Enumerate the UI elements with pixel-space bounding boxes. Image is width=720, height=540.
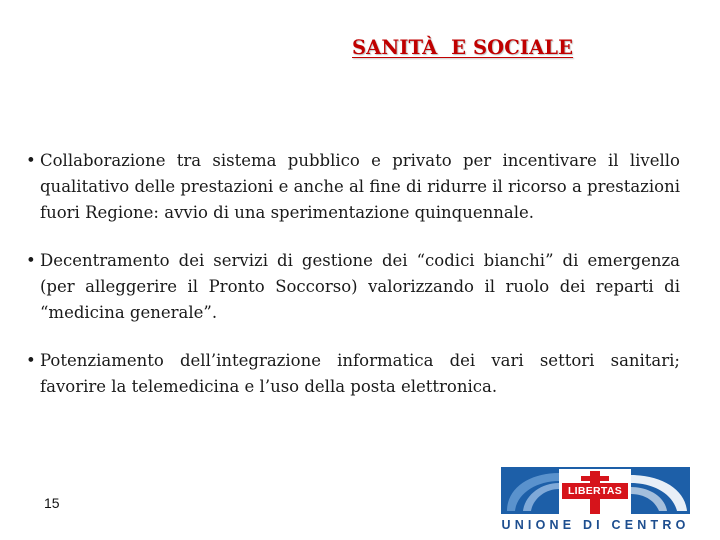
page-number: 15 bbox=[44, 495, 60, 511]
bullet-item bbox=[24, 248, 680, 326]
logo-banner bbox=[501, 467, 690, 514]
logo-party-name: UNIONE DI CENTRO bbox=[501, 514, 690, 537]
bullet-text: Decentramento dei servizi di gestione dei “codici bianchi” di emergenza (per alleggerire il Pronto Soccorso) valorizzando il ruolo dei reparti di “medicina generale”. bbox=[40, 251, 680, 322]
bullet-item bbox=[24, 148, 680, 226]
bullet-list bbox=[24, 148, 680, 422]
cross-arm bbox=[581, 476, 609, 481]
shield-label: LIBERTAS bbox=[562, 483, 628, 499]
bullet-item bbox=[24, 348, 680, 400]
bullet-icon: • bbox=[26, 251, 36, 270]
shield-icon bbox=[559, 469, 631, 514]
party-logo bbox=[501, 467, 690, 537]
bullet-icon: • bbox=[26, 151, 36, 170]
bullet-icon: • bbox=[26, 351, 36, 370]
cross-stem bbox=[590, 499, 600, 514]
bullet-text: Potenziamento dell’integrazione informatica dei vari settori sanitari; favorire la telemedicina e l’uso della posta elettronica. bbox=[40, 351, 680, 396]
bullet-text: Collaborazione tra sistema pubblico e privato per incentivare il livello qualitativo delle prestazioni e anche al fine di ridurre il ricorso a prestazioni fuori Regione: avvio di una sperimentazione quinquennale. bbox=[40, 151, 680, 222]
slide-title: SANITÀ E SOCIALE bbox=[352, 36, 574, 59]
